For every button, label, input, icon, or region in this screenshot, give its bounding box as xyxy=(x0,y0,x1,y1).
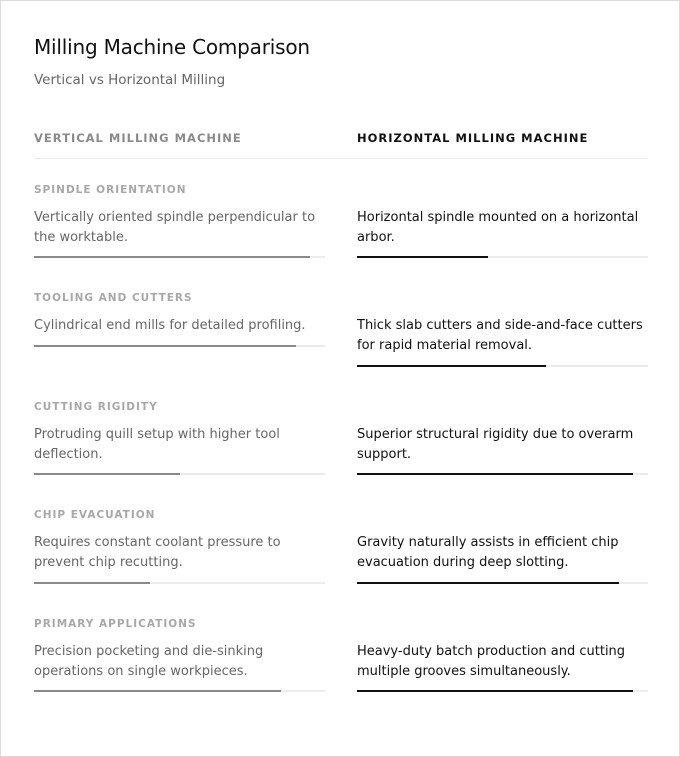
vertical-score-bar xyxy=(34,256,325,258)
row-label: SPINDLE ORIENTATION xyxy=(34,184,187,196)
vertical-description: Protruding quill setup with higher tool deflection. xyxy=(34,427,280,462)
vertical-score-fill xyxy=(34,690,281,692)
horizontal-description: Gravity naturally assists in efficient chip evacuation during deep slotting. xyxy=(357,535,619,570)
column-header-vertical: VERTICAL MILLING MACHINE xyxy=(34,131,242,145)
vertical-description: Requires constant coolant pressure to prevent chip recutting. xyxy=(34,535,281,570)
vertical-score-bar xyxy=(34,690,325,692)
page-subtitle: Vertical vs Horizontal Milling xyxy=(34,72,226,88)
horizontal-score-bar xyxy=(357,365,648,367)
horizontal-score-bar xyxy=(357,473,648,475)
horizontal-score-fill xyxy=(357,690,633,692)
row-label: CHIP EVACUATION xyxy=(34,509,156,521)
horizontal-description: Horizontal spindle mounted on a horizontal arbor. xyxy=(357,210,639,245)
comparison-row-spindle-orientation xyxy=(1,184,680,284)
vertical-score-fill xyxy=(34,582,150,584)
row-label: CUTTING RIGIDITY xyxy=(34,401,158,413)
horizontal-description: Thick slab cutters and side-and-face cutters for rapid material removal. xyxy=(357,318,643,353)
horizontal-score-fill xyxy=(357,256,488,258)
column-header-horizontal: HORIZONTAL MILLING MACHINE xyxy=(357,131,589,145)
horizontal-description: Superior structural rigidity due to overarm support. xyxy=(357,427,634,462)
vertical-score-fill xyxy=(34,345,296,347)
row-label: TOOLING AND CUTTERS xyxy=(34,292,193,304)
vertical-score-fill xyxy=(34,256,310,258)
header-divider xyxy=(34,158,648,159)
horizontal-score-fill xyxy=(357,365,546,367)
vertical-score-fill xyxy=(34,473,180,475)
horizontal-description: Heavy-duty batch production and cutting multiple grooves simultaneously. xyxy=(357,644,626,679)
horizontal-score-bar xyxy=(357,582,648,584)
comparison-row-chip-evacuation xyxy=(1,509,680,609)
vertical-description: Cylindrical end mills for detailed profiling. xyxy=(34,318,306,333)
vertical-score-bar xyxy=(34,345,325,347)
horizontal-score-fill xyxy=(357,473,633,475)
vertical-description: Precision pocketing and die-sinking operations on single workpieces. xyxy=(34,644,264,679)
vertical-description: Vertically oriented spindle perpendicular to the worktable. xyxy=(34,210,316,245)
horizontal-score-bar xyxy=(357,256,648,258)
comparison-row-cutting-rigidity xyxy=(1,401,680,501)
vertical-score-bar xyxy=(34,473,325,475)
horizontal-score-bar xyxy=(357,690,648,692)
vertical-score-bar xyxy=(34,582,325,584)
horizontal-score-fill xyxy=(357,582,619,584)
comparison-row-primary-applications xyxy=(1,618,680,718)
comparison-row-tooling-and-cutters xyxy=(1,292,680,392)
page-title: Milling Machine Comparison xyxy=(34,35,310,59)
row-label: PRIMARY APPLICATIONS xyxy=(34,618,197,630)
